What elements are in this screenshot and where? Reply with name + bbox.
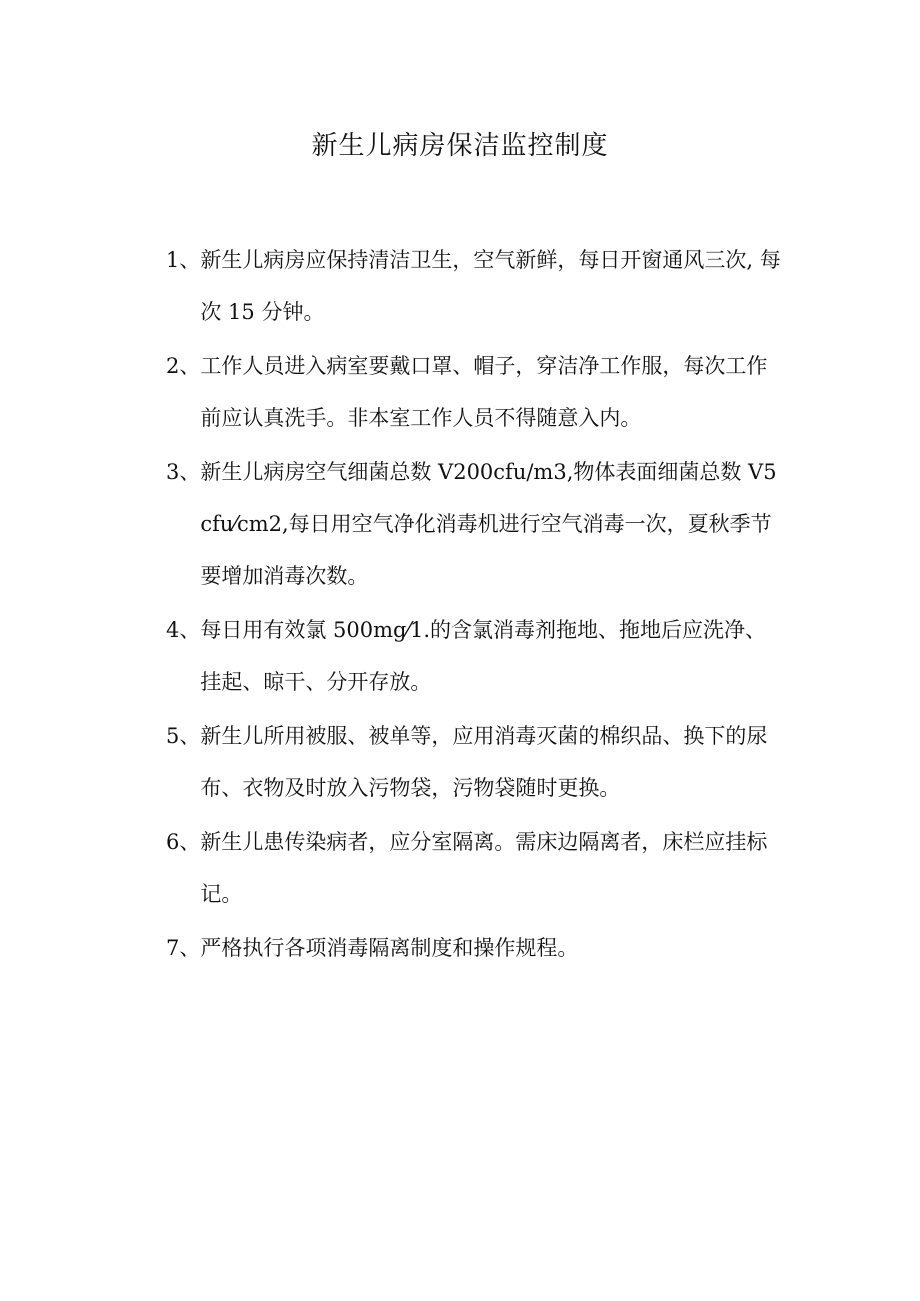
rule-text: 新生儿病房应保持清洁卫生，空气新鲜，每日开窗通风三次, 每次 15 分钟。: [200, 248, 781, 324]
rule-text: 新生儿病房空气细菌总数 V200cfu/m3,物体表面细菌总数 V5cfu⁄cm2,每日用空气净化消毒机进行空气消毒一次，夏秋季节要增加消毒次数。: [200, 460, 777, 588]
rule-item-5: [166, 710, 786, 814]
rule-text: 工作人员进入病室要戴口罩、帽子，穿洁净工作服，每次工作前应认真洗手。非本室工作人员不得随意入内。: [200, 354, 768, 430]
rule-item-7: [166, 922, 786, 974]
rule-item-1: [166, 234, 786, 338]
rule-number: 4、: [166, 618, 201, 642]
rule-text: 严格执行各项消毒隔离制度和操作规程。: [200, 936, 579, 960]
rules-list: [166, 234, 786, 976]
rule-text: 新生儿患传染病者，应分室隔离。需床边隔离者，床栏应挂标记。: [200, 830, 768, 906]
rule-number: 3、: [166, 460, 201, 484]
rule-number: 7、: [166, 936, 201, 960]
rule-item-6: [166, 816, 786, 920]
rule-item-2: [166, 340, 786, 444]
rule-text: 每日用有效氯 500mg⁄1.的含氯消毒剂拖地、拖地后应洗净、挂起、晾干、分开存放。: [200, 618, 767, 694]
rule-number: 2、: [166, 354, 201, 378]
rule-item-4: [166, 604, 786, 708]
rule-item-3: [166, 446, 786, 602]
rule-number: 5、: [166, 724, 201, 748]
rule-text: 新生儿所用被服、被单等，应用消毒灭菌的棉织品、换下的尿布、衣物及时放入污物袋，污物袋随时更换。: [200, 724, 768, 800]
rule-number: 6、: [166, 830, 201, 854]
rule-number: 1、: [166, 248, 201, 272]
document-title: 新生儿病房保洁监控制度: [311, 131, 609, 161]
